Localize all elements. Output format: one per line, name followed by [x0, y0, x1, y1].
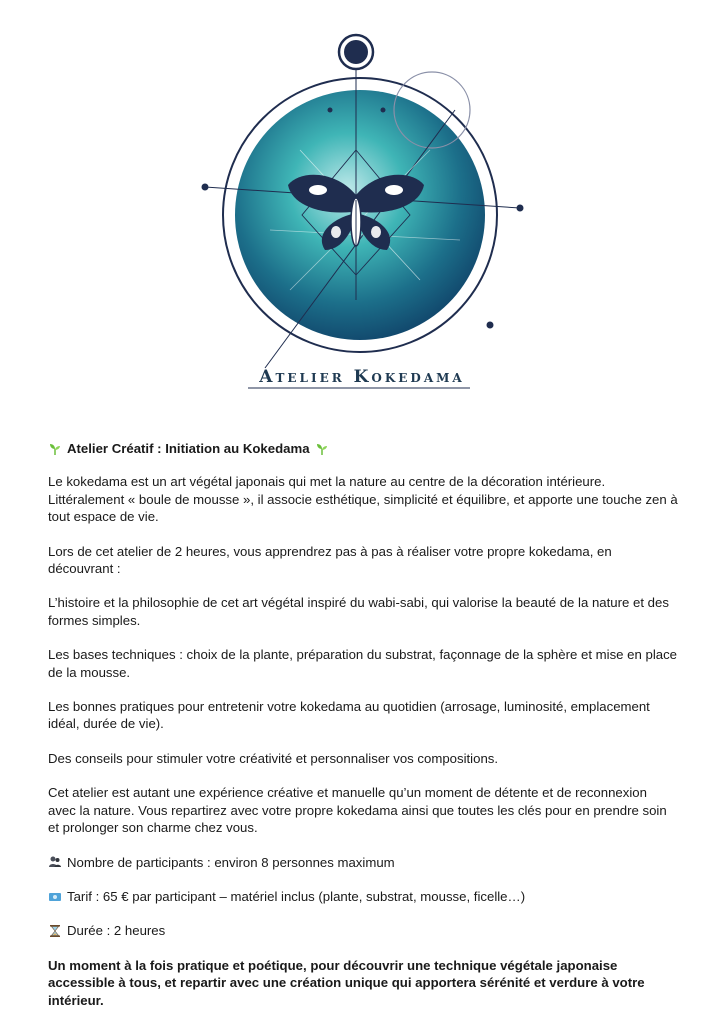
info-duration: Durée : 2 heures — [48, 922, 678, 939]
people-icon — [48, 855, 62, 869]
closing-statement: Un moment à la fois pratique et poétique, pour découvrir une technique végétale japonaise accessible à tous, et repartir avec une création unique qui apportera sérénité et verdure à votre intérieur. — [48, 957, 645, 1008]
logo — [0, 0, 724, 400]
paragraph: Lors de cet atelier de 2 heures, vous apprendrez pas à pas à réaliser votre propre kokedama, en découvrant : — [48, 543, 612, 577]
hourglass-icon — [48, 924, 62, 938]
article-heading — [48, 440, 678, 457]
paragraph: Les bonnes pratiques pour entretenir votre kokedama au quotidien (arrosage, luminosité, emplacement idéal, durée de vie). — [48, 699, 650, 732]
info-price: Tarif : 65 € par participant – matériel inclus (plante, substrat, mousse, ficelle…) — [48, 888, 678, 905]
paragraph: Le kokedama est un art végétal japonais qui met la nature au centre de la décoration intérieure. Littéralement « boule de mousse », il associe esthétique, simplicité et équilibre, et apporte une touche zen à tout espace de vie. — [48, 474, 678, 525]
brand-name: Atelier Kokedama — [259, 367, 465, 387]
sprout-icon — [48, 442, 62, 456]
info-participants: Nombre de participants : environ 8 personnes maximum — [48, 854, 678, 871]
sprout-icon — [315, 442, 329, 456]
paragraph: Les bases techniques : choix de la plante, préparation du substrat, façonnage de la sphère et mise en place de la mousse. — [48, 647, 678, 680]
info-list — [48, 854, 678, 940]
article-title: Atelier Créatif : Initiation au Kokedama — [67, 441, 310, 456]
article — [48, 440, 678, 1026]
paragraph: Des conseils pour stimuler votre créativité et personnaliser vos compositions. — [48, 750, 499, 766]
money-icon — [48, 890, 62, 904]
moth-emblem — [0, 0, 724, 400]
paragraph: L’histoire et la philosophie de cet art végétal inspiré du wabi-sabi, qui valorise la beauté de la nature et des formes simples. — [48, 595, 669, 628]
paragraph: Cet atelier est autant une expérience créative et manuelle qu’un moment de détente et de reconnexion avec la nature. Vous repartirez avec votre propre kokedama ainsi que toutes les clés pour en prendre soin et prolonger son charme chez vous. — [48, 785, 667, 836]
